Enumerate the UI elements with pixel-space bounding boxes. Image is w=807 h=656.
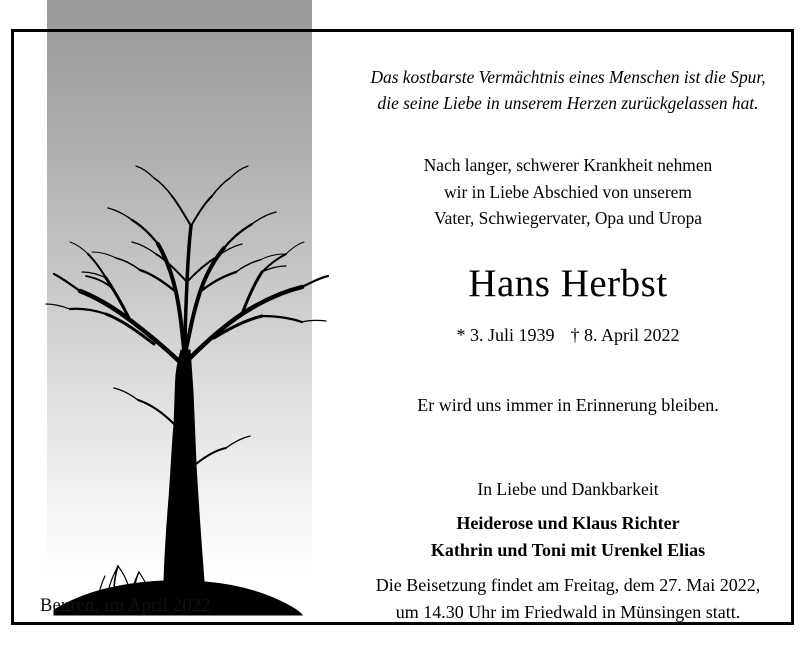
intro-line-1: Nach langer, schwerer Krankheit nehmen: [423, 155, 713, 175]
place-date-caption: Beuren, im April 2022: [40, 596, 211, 616]
death-date: † 8. April 2022: [570, 324, 680, 345]
birth-date: * 3. Juli 1939: [456, 324, 555, 345]
memorial-quote: [352, 64, 784, 116]
family-line-1: Heiderose und Klaus Richter: [456, 512, 680, 533]
funeral-details: [352, 572, 784, 626]
obituary-text-column: [352, 52, 784, 564]
funeral-line-2: um 14.30 Uhr im Friedwald in Münsingen statt.: [395, 602, 741, 622]
thanks-line: In Liebe und Dankbarkeit: [477, 478, 659, 499]
intro-line-2: wir in Liebe Abschied von unserem: [444, 181, 692, 202]
quote-line-2: die seine Liebe in unserem Herzen zurückgelassen hat.: [377, 93, 759, 113]
memory-line: Er wird uns immer in Erinnerung bleiben.: [417, 394, 719, 415]
family-names: [352, 510, 784, 564]
intro-line-3: Vater, Schwiegervater, Opa und Uropa: [433, 208, 703, 228]
tree-illustration: [14, 32, 354, 622]
intro-text: [352, 152, 784, 232]
life-dates: [352, 322, 784, 348]
quote-line-1: Das kostbarste Vermächtnis eines Menschen ist die Spur,: [370, 67, 766, 87]
family-line-2: Kathrin und Toni mit Urenkel Elias: [430, 539, 706, 560]
tree-silhouette-icon: [14, 32, 354, 622]
funeral-line-1: Die Beisetzung findet am Freitag, dem 27. Mai 2022,: [375, 575, 761, 595]
deceased-name: Hans Herbst: [468, 261, 668, 305]
